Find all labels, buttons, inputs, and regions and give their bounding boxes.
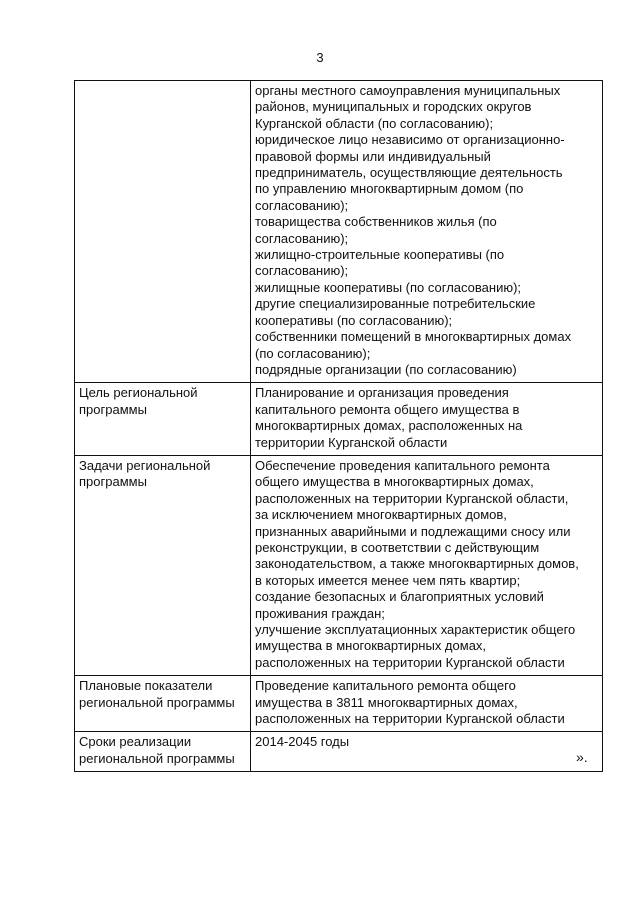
table-row-participants: [75, 81, 603, 383]
row-label-cell: [75, 455, 251, 675]
content-line: Планирование и организация проведения: [255, 385, 509, 401]
content-line: проживания граждан;: [255, 605, 385, 621]
label-line: Цель региональной: [79, 385, 198, 401]
content-line: другие специализированные потребительские: [255, 296, 536, 312]
content-line: (по согласованию);: [255, 345, 371, 361]
closing-quote-mark: ».: [576, 749, 588, 765]
row-content-cell: [251, 732, 603, 772]
content-line: территории Курганской области: [255, 434, 448, 450]
content-line: органы местного самоуправления муниципальных: [255, 83, 561, 98]
content-line: расположенных на территории Курганской области: [255, 711, 565, 727]
content-line: признанных аварийными и подлежащими сносу или: [255, 523, 571, 539]
content-line: расположенных на территории Курганской области: [255, 654, 565, 670]
row-content-cell: [251, 455, 603, 675]
content-line: правовой формы или индивидуальный: [255, 148, 491, 164]
row-content-cell: [251, 81, 603, 383]
row-label-cell: [75, 81, 251, 383]
program-passport-table: [74, 80, 603, 772]
content-line: 2014-2045 годы: [255, 734, 350, 750]
content-line: капитального ремонта общего имущества в: [255, 401, 520, 417]
content-line: жилищно-строительные кооперативы (по: [255, 247, 505, 263]
label-line: Сроки реализации: [79, 734, 192, 750]
content-line: предприниматель, осуществляющие деятельность: [255, 165, 563, 181]
label-line: Плановые показатели: [79, 678, 213, 694]
content-line: имущества в 3811 многоквартирных домах,: [255, 694, 518, 710]
content-line: кооперативы (по согласованию);: [255, 312, 453, 328]
row-label-cell: [75, 383, 251, 456]
content-line: согласованию);: [255, 197, 349, 213]
table-row-indicators: [75, 676, 603, 732]
label-line: Задачи региональной: [79, 457, 211, 473]
content-line: Проведение капитального ремонта общего: [255, 678, 516, 694]
content-line: многоквартирных домах, расположенных на: [255, 418, 523, 434]
content-line: по управлению многоквартирным домом (по: [255, 181, 524, 197]
content-line: Курганской области (по согласованию);: [255, 115, 494, 131]
label-line: региональной программы: [79, 750, 235, 766]
content-line: согласованию);: [255, 230, 349, 246]
table-row-tasks: [75, 455, 603, 675]
content-line: районов, муниципальных и городских округов: [255, 99, 532, 115]
content-line: общего имущества в многоквартирных домах,: [255, 474, 534, 490]
content-line: согласованию);: [255, 263, 349, 279]
content-line: улучшение эксплуатационных характеристик общего: [255, 622, 576, 637]
label-line: региональной программы: [79, 694, 235, 710]
table-row-timeline: [75, 732, 603, 772]
content-line: имущества в многоквартирных домах,: [255, 638, 487, 654]
content-line: подрядные организации (по согласованию): [255, 361, 517, 377]
label-line: программы: [79, 401, 147, 417]
content-line: реконструкции, в соответствии с действующим: [255, 539, 540, 555]
content-line: создание безопасных и благоприятных условий: [255, 589, 544, 605]
table-row-goal: [75, 383, 603, 456]
content-line: Обеспечение проведения капитального ремонта: [255, 457, 550, 473]
content-line: юридическое лицо независимо от организационно-: [255, 132, 565, 148]
content-line: законодательством, а также многоквартирных домов,: [255, 556, 579, 572]
content-line: собственники помещений в многоквартирных домах: [255, 329, 572, 345]
row-content-cell: [251, 676, 603, 732]
content-line: жилищные кооперативы (по согласованию);: [255, 279, 522, 295]
row-label-cell: [75, 732, 251, 772]
content-line: товарищества собственников жилья (по: [255, 214, 497, 230]
content-line: в которых имеется менее чем пять квартир;: [255, 572, 521, 588]
page-number: 3: [316, 50, 324, 65]
label-line: программы: [79, 474, 147, 490]
row-label-cell: [75, 676, 251, 732]
row-content-cell: [251, 383, 603, 456]
content-line: за исключением многоквартирных домов,: [255, 507, 507, 523]
content-line: расположенных на территории Курганской области,: [255, 490, 569, 506]
